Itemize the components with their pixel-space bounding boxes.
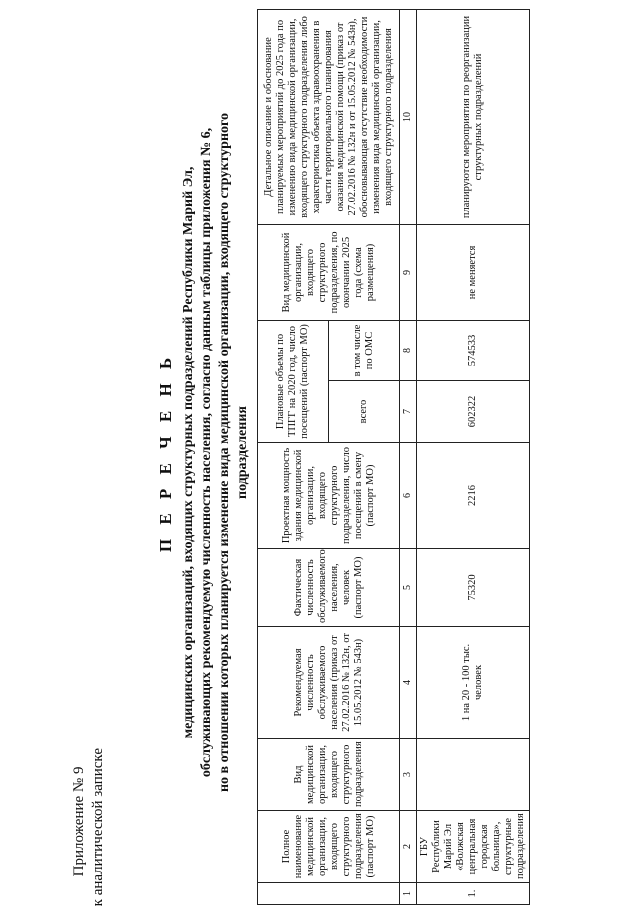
annex-label <box>70 748 108 906</box>
col-number: 4 <box>400 627 417 739</box>
col-number: 8 <box>400 320 417 380</box>
annex-reference: к аналитической записке <box>90 748 106 906</box>
header-type-2025: Вид медицинской организации, входящего структурного подразделения, по окончании 2025 года (схема размещения) <box>258 224 400 320</box>
row-org-name: ГБУ Республики Марий Эл «Волжская центральная городская больница», структурные подразделения <box>417 811 530 883</box>
row-description: планируются мероприятия по реорганизации структурных подразделений <box>417 9 530 224</box>
heading-line-4: подразделения <box>235 406 250 499</box>
column-number-row <box>400 9 417 904</box>
annex-number: Приложение № 9 <box>71 766 87 877</box>
row-total: 602322 <box>417 381 530 443</box>
header-total: всего <box>329 381 400 443</box>
col-number: 2 <box>400 811 417 883</box>
col-number: 9 <box>400 224 417 320</box>
row-recommended: 1 на 20 - 100 тыс. человек <box>417 627 530 739</box>
row-type-2025: не меняется <box>417 224 530 320</box>
header-capacity: Проектная мощность здания медицинской организации, входящего структурного подразделения, число посещений в смену (паспорт МО) <box>258 443 400 549</box>
heading-line-2: обслуживающих рекомендуемую численность населения, согласно данным таблицы приложения № 6, <box>199 127 214 778</box>
header-description: Детальное описание и обоснование планируемых мероприятий до 2025 года по изменению вида медицинской организации, входящего структурного подразделения либо характеристика объекта здравоохранения в части территориального планирования оказания медицинской помощи (приказ от 27.02.2016 № 132н и от 15.05.2012 № 543н), обосновывающая отсутствие необходимости изменения вида медицинской организации, входящего структурного подразделения <box>258 9 400 224</box>
row-oms: 574533 <box>417 320 530 380</box>
header-actual: Фактическая численность обслуживаемого населения, человек (паспорт МО) <box>258 549 400 627</box>
col-number: 7 <box>400 381 417 443</box>
document-title: П Е Р Е Ч Е Н Ь <box>156 352 175 553</box>
header-recommended: Рекомендуемая численность обслуживаемого населения (приказ от 27.02.2016 № 132н, от 15.05.2012 № 543н) <box>258 627 400 739</box>
col-number: 10 <box>400 9 417 224</box>
heading-line-1: медицинских организаций, входящих структурных подразделений Республики Марий Эл, <box>181 166 196 739</box>
table-row <box>417 9 530 904</box>
col-number: 5 <box>400 549 417 627</box>
col-number: 1 <box>400 883 417 905</box>
heading-line-3: но в отношении которых планируется изменение вида медицинской организации, входящего структурного <box>217 112 232 793</box>
row-capacity: 2216 <box>417 443 530 549</box>
header-planned-group: Плановые объемы по ТПГГ на 2020 год, число посещений (паспорт МО) <box>258 320 329 442</box>
header-type: Вид медицинской организации, входящего структурного подразделения <box>258 739 400 811</box>
header-num <box>258 883 400 905</box>
row-type <box>417 739 530 811</box>
header-full-name: Полное наименование медицинской организации, входящего структурного подразделения (паспорт МО) <box>258 811 400 883</box>
row-actual: 75320 <box>417 549 530 627</box>
header-row <box>258 9 329 904</box>
header-oms: в том числе по ОМС <box>329 320 400 380</box>
organizations-table <box>257 9 530 905</box>
col-number: 6 <box>400 443 417 549</box>
row-number: 1. <box>417 883 530 905</box>
col-number: 3 <box>400 739 417 811</box>
